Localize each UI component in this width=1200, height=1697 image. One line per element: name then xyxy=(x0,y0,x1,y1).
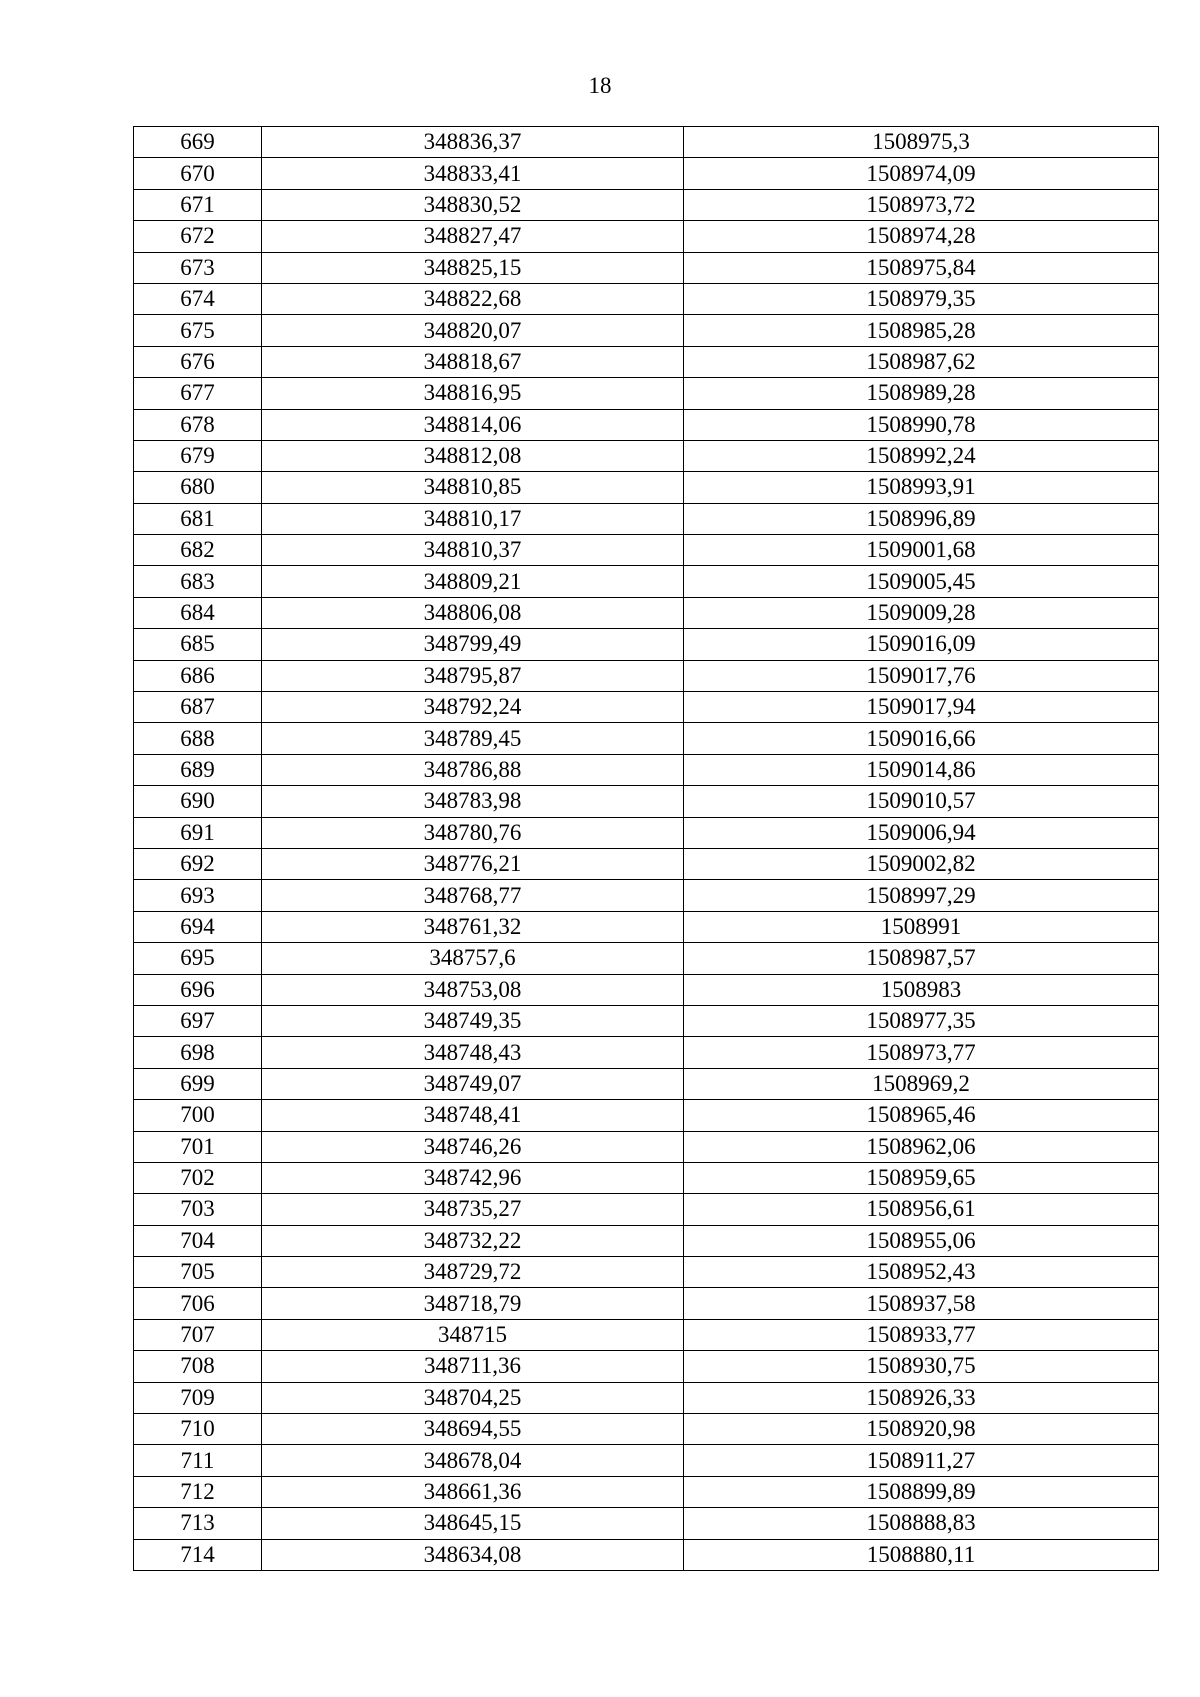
y-coordinate-cell: 1508888,83 xyxy=(684,1508,1159,1539)
x-coordinate-cell: 348761,32 xyxy=(262,911,684,942)
point-number-cell: 692 xyxy=(134,848,262,879)
point-number-cell: 709 xyxy=(134,1382,262,1413)
point-number-cell: 679 xyxy=(134,440,262,471)
table-row xyxy=(134,1225,1159,1256)
point-number-cell: 693 xyxy=(134,880,262,911)
x-coordinate-cell: 348822,68 xyxy=(262,283,684,314)
point-number-cell: 712 xyxy=(134,1476,262,1507)
table-row xyxy=(134,723,1159,754)
point-number-cell: 676 xyxy=(134,346,262,377)
point-number-cell: 690 xyxy=(134,786,262,817)
point-number-cell: 687 xyxy=(134,692,262,723)
point-number-cell: 695 xyxy=(134,943,262,974)
x-coordinate-cell: 348715 xyxy=(262,1319,684,1350)
x-coordinate-cell: 348833,41 xyxy=(262,158,684,189)
point-number-cell: 681 xyxy=(134,503,262,534)
page-number: 18 xyxy=(588,73,612,98)
table-row xyxy=(134,1100,1159,1131)
x-coordinate-cell: 348810,85 xyxy=(262,472,684,503)
table-row xyxy=(134,503,1159,534)
table-row xyxy=(134,817,1159,848)
x-coordinate-cell: 348645,15 xyxy=(262,1508,684,1539)
x-coordinate-cell: 348661,36 xyxy=(262,1476,684,1507)
table-row xyxy=(134,754,1159,785)
point-number-cell: 701 xyxy=(134,1131,262,1162)
y-coordinate-cell: 1508930,75 xyxy=(684,1351,1159,1382)
point-number-cell: 685 xyxy=(134,629,262,660)
point-number-cell: 669 xyxy=(134,127,262,158)
x-coordinate-cell: 348830,52 xyxy=(262,189,684,220)
point-number-cell: 691 xyxy=(134,817,262,848)
y-coordinate-cell: 1508955,06 xyxy=(684,1225,1159,1256)
point-number-cell: 714 xyxy=(134,1539,262,1570)
y-coordinate-cell: 1509017,76 xyxy=(684,660,1159,691)
x-coordinate-cell: 348825,15 xyxy=(262,252,684,283)
table-row xyxy=(134,158,1159,189)
x-coordinate-cell: 348795,87 xyxy=(262,660,684,691)
x-coordinate-cell: 348827,47 xyxy=(262,221,684,252)
point-number-cell: 682 xyxy=(134,535,262,566)
y-coordinate-cell: 1508977,35 xyxy=(684,1005,1159,1036)
table-row xyxy=(134,189,1159,220)
y-coordinate-cell: 1508993,91 xyxy=(684,472,1159,503)
table-row xyxy=(134,1476,1159,1507)
y-coordinate-cell: 1508996,89 xyxy=(684,503,1159,534)
table-row xyxy=(134,221,1159,252)
table-row xyxy=(134,911,1159,942)
table-row xyxy=(134,1131,1159,1162)
x-coordinate-cell: 348634,08 xyxy=(262,1539,684,1570)
point-number-cell: 672 xyxy=(134,221,262,252)
y-coordinate-cell: 1509014,86 xyxy=(684,754,1159,785)
point-number-cell: 706 xyxy=(134,1288,262,1319)
point-number-cell: 689 xyxy=(134,754,262,785)
point-number-cell: 673 xyxy=(134,252,262,283)
x-coordinate-cell: 348742,96 xyxy=(262,1162,684,1193)
y-coordinate-cell: 1508956,61 xyxy=(684,1194,1159,1225)
x-coordinate-cell: 348768,77 xyxy=(262,880,684,911)
y-coordinate-cell: 1509009,28 xyxy=(684,597,1159,628)
table-row xyxy=(134,566,1159,597)
table-row xyxy=(134,943,1159,974)
y-coordinate-cell: 1508973,77 xyxy=(684,1037,1159,1068)
y-coordinate-cell: 1509016,66 xyxy=(684,723,1159,754)
y-coordinate-cell: 1508989,28 xyxy=(684,378,1159,409)
point-number-cell: 696 xyxy=(134,974,262,1005)
x-coordinate-cell: 348780,76 xyxy=(262,817,684,848)
table-row xyxy=(134,127,1159,158)
table-row xyxy=(134,1382,1159,1413)
y-coordinate-cell: 1508969,2 xyxy=(684,1068,1159,1099)
x-coordinate-cell: 348718,79 xyxy=(262,1288,684,1319)
y-coordinate-cell: 1508979,35 xyxy=(684,283,1159,314)
x-coordinate-cell: 348814,06 xyxy=(262,409,684,440)
y-coordinate-cell: 1509006,94 xyxy=(684,817,1159,848)
point-number-cell: 702 xyxy=(134,1162,262,1193)
y-coordinate-cell: 1508973,72 xyxy=(684,189,1159,220)
y-coordinate-cell: 1508983 xyxy=(684,974,1159,1005)
point-number-cell: 688 xyxy=(134,723,262,754)
x-coordinate-cell: 348818,67 xyxy=(262,346,684,377)
point-number-cell: 708 xyxy=(134,1351,262,1382)
y-coordinate-cell: 1508920,98 xyxy=(684,1414,1159,1445)
x-coordinate-cell: 348729,72 xyxy=(262,1257,684,1288)
x-coordinate-cell: 348792,24 xyxy=(262,692,684,723)
y-coordinate-cell: 1509002,82 xyxy=(684,848,1159,879)
table-row xyxy=(134,252,1159,283)
table-row xyxy=(134,440,1159,471)
point-number-cell: 684 xyxy=(134,597,262,628)
y-coordinate-cell: 1508962,06 xyxy=(684,1131,1159,1162)
y-coordinate-cell: 1508959,65 xyxy=(684,1162,1159,1193)
point-number-cell: 698 xyxy=(134,1037,262,1068)
x-coordinate-cell: 348678,04 xyxy=(262,1445,684,1476)
table-row xyxy=(134,692,1159,723)
x-coordinate-cell: 348746,26 xyxy=(262,1131,684,1162)
y-coordinate-cell: 1508987,57 xyxy=(684,943,1159,974)
table-row xyxy=(134,1037,1159,1068)
table-row xyxy=(134,1508,1159,1539)
x-coordinate-cell: 348735,27 xyxy=(262,1194,684,1225)
point-number-cell: 694 xyxy=(134,911,262,942)
point-number-cell: 704 xyxy=(134,1225,262,1256)
y-coordinate-cell: 1508937,58 xyxy=(684,1288,1159,1319)
point-number-cell: 674 xyxy=(134,283,262,314)
y-coordinate-cell: 1509005,45 xyxy=(684,566,1159,597)
y-coordinate-cell: 1508926,33 xyxy=(684,1382,1159,1413)
table-row xyxy=(134,1005,1159,1036)
y-coordinate-cell: 1508997,29 xyxy=(684,880,1159,911)
table-row xyxy=(134,880,1159,911)
table-row xyxy=(134,786,1159,817)
table-row xyxy=(134,409,1159,440)
x-coordinate-cell: 348812,08 xyxy=(262,440,684,471)
x-coordinate-cell: 348820,07 xyxy=(262,315,684,346)
x-coordinate-cell: 348749,35 xyxy=(262,1005,684,1036)
table-row xyxy=(134,629,1159,660)
table-row xyxy=(134,1162,1159,1193)
x-coordinate-cell: 348816,95 xyxy=(262,378,684,409)
table-row xyxy=(134,315,1159,346)
y-coordinate-cell: 1508975,84 xyxy=(684,252,1159,283)
table-row xyxy=(134,346,1159,377)
table-row xyxy=(134,1319,1159,1350)
point-number-cell: 705 xyxy=(134,1257,262,1288)
y-coordinate-cell: 1509001,68 xyxy=(684,535,1159,566)
y-coordinate-cell: 1508975,3 xyxy=(684,127,1159,158)
table-row xyxy=(134,1414,1159,1445)
x-coordinate-cell: 348783,98 xyxy=(262,786,684,817)
table-row xyxy=(134,974,1159,1005)
y-coordinate-cell: 1508991 xyxy=(684,911,1159,942)
point-number-cell: 675 xyxy=(134,315,262,346)
x-coordinate-cell: 348732,22 xyxy=(262,1225,684,1256)
x-coordinate-cell: 348711,36 xyxy=(262,1351,684,1382)
y-coordinate-cell: 1508911,27 xyxy=(684,1445,1159,1476)
x-coordinate-cell: 348809,21 xyxy=(262,566,684,597)
x-coordinate-cell: 348757,6 xyxy=(262,943,684,974)
y-coordinate-cell: 1508990,78 xyxy=(684,409,1159,440)
x-coordinate-cell: 348749,07 xyxy=(262,1068,684,1099)
point-number-cell: 671 xyxy=(134,189,262,220)
table-row xyxy=(134,1445,1159,1476)
x-coordinate-cell: 348694,55 xyxy=(262,1414,684,1445)
coordinates-table-body xyxy=(134,127,1159,1571)
y-coordinate-cell: 1508974,09 xyxy=(684,158,1159,189)
table-row xyxy=(134,472,1159,503)
point-number-cell: 678 xyxy=(134,409,262,440)
point-number-cell: 699 xyxy=(134,1068,262,1099)
y-coordinate-cell: 1508952,43 xyxy=(684,1257,1159,1288)
x-coordinate-cell: 348799,49 xyxy=(262,629,684,660)
y-coordinate-cell: 1509017,94 xyxy=(684,692,1159,723)
x-coordinate-cell: 348810,17 xyxy=(262,503,684,534)
y-coordinate-cell: 1508992,24 xyxy=(684,440,1159,471)
table-row xyxy=(134,283,1159,314)
table-row xyxy=(134,1351,1159,1382)
y-coordinate-cell: 1509016,09 xyxy=(684,629,1159,660)
y-coordinate-cell: 1508974,28 xyxy=(684,221,1159,252)
point-number-cell: 703 xyxy=(134,1194,262,1225)
table-row xyxy=(134,1194,1159,1225)
y-coordinate-cell: 1508987,62 xyxy=(684,346,1159,377)
x-coordinate-cell: 348786,88 xyxy=(262,754,684,785)
point-number-cell: 670 xyxy=(134,158,262,189)
table-row xyxy=(134,1068,1159,1099)
y-coordinate-cell: 1508965,46 xyxy=(684,1100,1159,1131)
x-coordinate-cell: 348753,08 xyxy=(262,974,684,1005)
point-number-cell: 683 xyxy=(134,566,262,597)
table-row xyxy=(134,1539,1159,1570)
point-number-cell: 710 xyxy=(134,1414,262,1445)
table-row xyxy=(134,535,1159,566)
x-coordinate-cell: 348704,25 xyxy=(262,1382,684,1413)
table-row xyxy=(134,1288,1159,1319)
x-coordinate-cell: 348789,45 xyxy=(262,723,684,754)
point-number-cell: 686 xyxy=(134,660,262,691)
x-coordinate-cell: 348810,37 xyxy=(262,535,684,566)
y-coordinate-cell: 1508985,28 xyxy=(684,315,1159,346)
table-row xyxy=(134,660,1159,691)
y-coordinate-cell: 1508899,89 xyxy=(684,1476,1159,1507)
table-row xyxy=(134,1257,1159,1288)
x-coordinate-cell: 348748,43 xyxy=(262,1037,684,1068)
point-number-cell: 707 xyxy=(134,1319,262,1350)
y-coordinate-cell: 1509010,57 xyxy=(684,786,1159,817)
coordinates-table xyxy=(133,126,1159,1571)
table-row xyxy=(134,597,1159,628)
y-coordinate-cell: 1508880,11 xyxy=(684,1539,1159,1570)
point-number-cell: 711 xyxy=(134,1445,262,1476)
point-number-cell: 697 xyxy=(134,1005,262,1036)
point-number-cell: 677 xyxy=(134,378,262,409)
x-coordinate-cell: 348776,21 xyxy=(262,848,684,879)
y-coordinate-cell: 1508933,77 xyxy=(684,1319,1159,1350)
x-coordinate-cell: 348806,08 xyxy=(262,597,684,628)
table-row xyxy=(134,378,1159,409)
point-number-cell: 680 xyxy=(134,472,262,503)
point-number-cell: 713 xyxy=(134,1508,262,1539)
table-row xyxy=(134,848,1159,879)
x-coordinate-cell: 348748,41 xyxy=(262,1100,684,1131)
x-coordinate-cell: 348836,37 xyxy=(262,127,684,158)
point-number-cell: 700 xyxy=(134,1100,262,1131)
